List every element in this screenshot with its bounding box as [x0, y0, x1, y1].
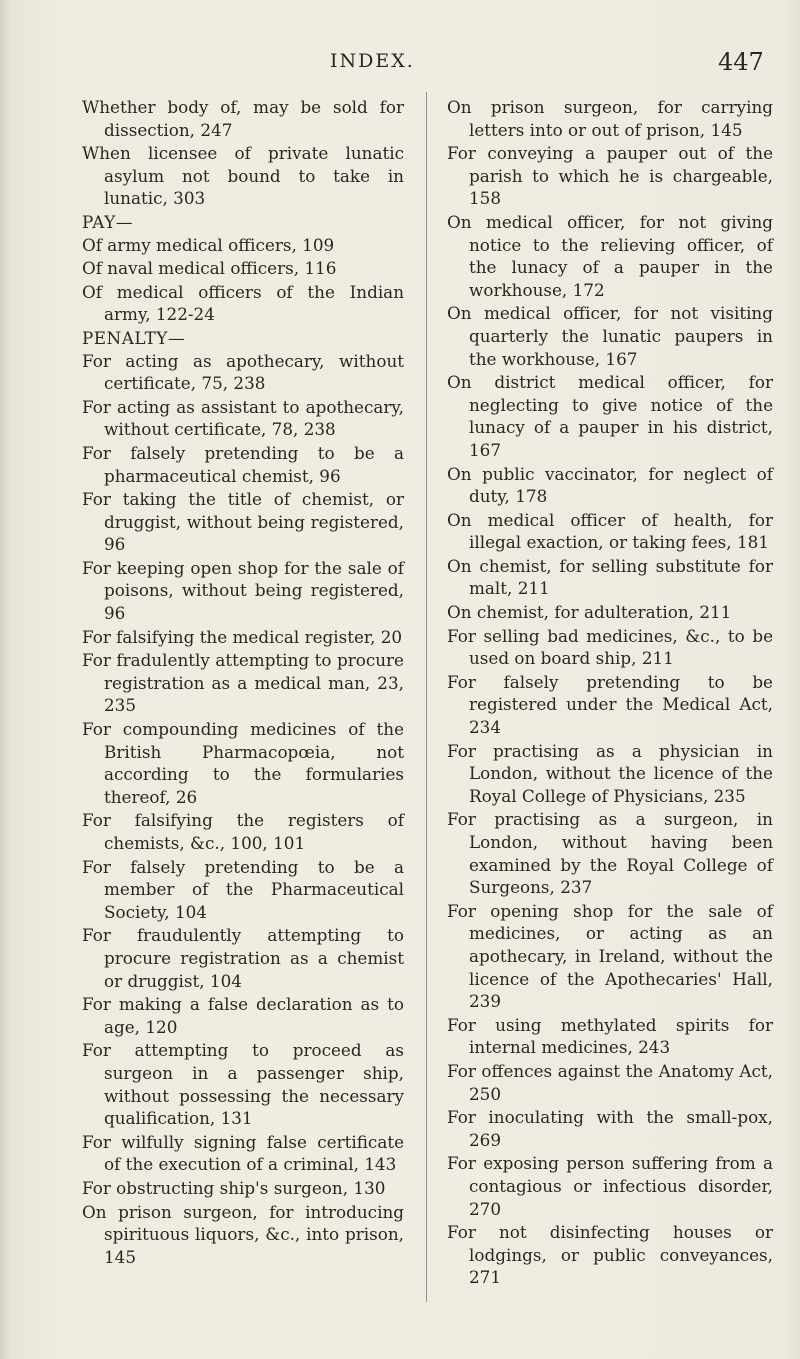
index-entry: For acting as apothecary, without certificate, 75, 238: [82, 350, 404, 394]
index-entry: On medical officer of health, for illegal exaction, or taking fees, 181: [447, 509, 773, 553]
index-entry: For making a false declaration as to age, 120: [82, 994, 404, 1037]
index-entry: For conveying a pauper out of the parish to which he is chargeable, 158: [447, 143, 773, 209]
index-entry: For fradulently attempting to procure registration as a medical man, 23, 235: [82, 650, 404, 716]
index-entry: On public vaccinator, for neglect of duty, 178: [447, 463, 773, 507]
index-entry: For practising as a physician in London, without the licence of the Royal College of Physicians, 235: [447, 740, 773, 806]
index-entry: For inoculating with the small-pox, 269: [447, 1107, 773, 1150]
index-entry: On prison surgeon, for carrying letters into or out of prison, 145: [447, 97, 773, 140]
index-entry: For falsely pretending to be a pharmaceutical chemist, 96: [82, 442, 404, 486]
index-entry: On chemist, for adulteration, 211: [447, 602, 732, 623]
index-entry: For obstructing ship's surgeon, 130: [82, 1177, 386, 1198]
index-entry: For keeping open shop for the sale of poisons, without being registered, 96: [82, 557, 404, 624]
index-entry: For falsely pretending to be a member of the Pharmaceutical Society, 104: [82, 856, 404, 922]
index-entry: For falsely pretending to be registered under the Medical Act, 234: [447, 671, 773, 738]
index-column-right: [447, 96, 773, 1290]
index-entry: When licensee of private lunatic asylum not bound to take in lunatic, 303: [82, 143, 404, 209]
index-entry: For selling bad medicines, &c., to be used on board ship, 211: [447, 625, 773, 669]
index-entry: Whether body of, may be sold for dissection, 247: [82, 97, 404, 140]
running-head: [0, 50, 800, 80]
index-entry: For opening shop for the sale of medicines, or acting as an apothecary, in Ireland, without the licence of the Apothecaries' Hall, 239: [447, 900, 773, 1012]
column-divider: [426, 92, 427, 1302]
index-entry: For falsifying the registers of chemists, &c., 100, 101: [82, 810, 404, 853]
index-entry: For acting as assistant to apothecary, without certificate, 78, 238: [82, 396, 404, 440]
index-entry: For compounding medicines of the British Pharmacopœia, not according to the formularies thereof, 26: [82, 719, 404, 807]
index-entry: For offences against the Anatomy Act, 250: [447, 1060, 773, 1104]
index-entry: Of medical officers of the Indian army, 122-24: [82, 281, 404, 325]
page-number: 447: [718, 48, 764, 76]
index-entry: For taking the title of chemist, or druggist, without being registered, 96: [82, 489, 404, 555]
index-entry: On medical officer, for not giving notice to the relieving officer, of the lunacy of a pauper in the workhouse, 172: [447, 211, 773, 300]
index-entry: On medical officer, for not visiting quarterly the lunatic paupers in the workhouse, 167: [447, 303, 773, 369]
index-entry: For attempting to proceed as surgeon in a passenger ship, without possessing the necessary qualification, 131: [82, 1040, 404, 1129]
index-entry: For not disinfecting houses or lodgings, or public conveyances, 271: [447, 1222, 773, 1288]
index-heading: PAY—: [82, 211, 134, 232]
running-head-title: INDEX.: [330, 50, 415, 72]
index-heading: PENALTY—: [82, 327, 186, 348]
index-entry: For fraudulently attempting to procure registration as a chemist or druggist, 104: [82, 925, 404, 991]
index-entry: On chemist, for selling substitute for malt, 211: [447, 555, 773, 599]
index-column-left: [82, 96, 404, 1269]
index-entry: On prison surgeon, for introducing spirituous liquors, &c., into prison, 145: [82, 1201, 404, 1267]
index-entry: For falsifying the medical register, 20: [82, 626, 403, 647]
index-entry: For exposing person suffering from a contagious or infectious disorder, 270: [447, 1153, 773, 1219]
index-entry: For using methylated spirits for internal medicines, 243: [447, 1014, 773, 1058]
index-entry: For wilfully signing false certificate of the execution of a criminal, 143: [82, 1131, 404, 1175]
index-entry: Of naval medical officers, 116: [82, 258, 337, 279]
index-entry: On district medical officer, for neglecting to give notice of the lunacy of a pauper in his district, 167: [447, 372, 773, 460]
index-entry: For practising as a surgeon, in London, without having been examined by the Royal College of Surgeons, 237: [447, 809, 773, 898]
index-entry: Of army medical officers, 109: [82, 234, 335, 255]
